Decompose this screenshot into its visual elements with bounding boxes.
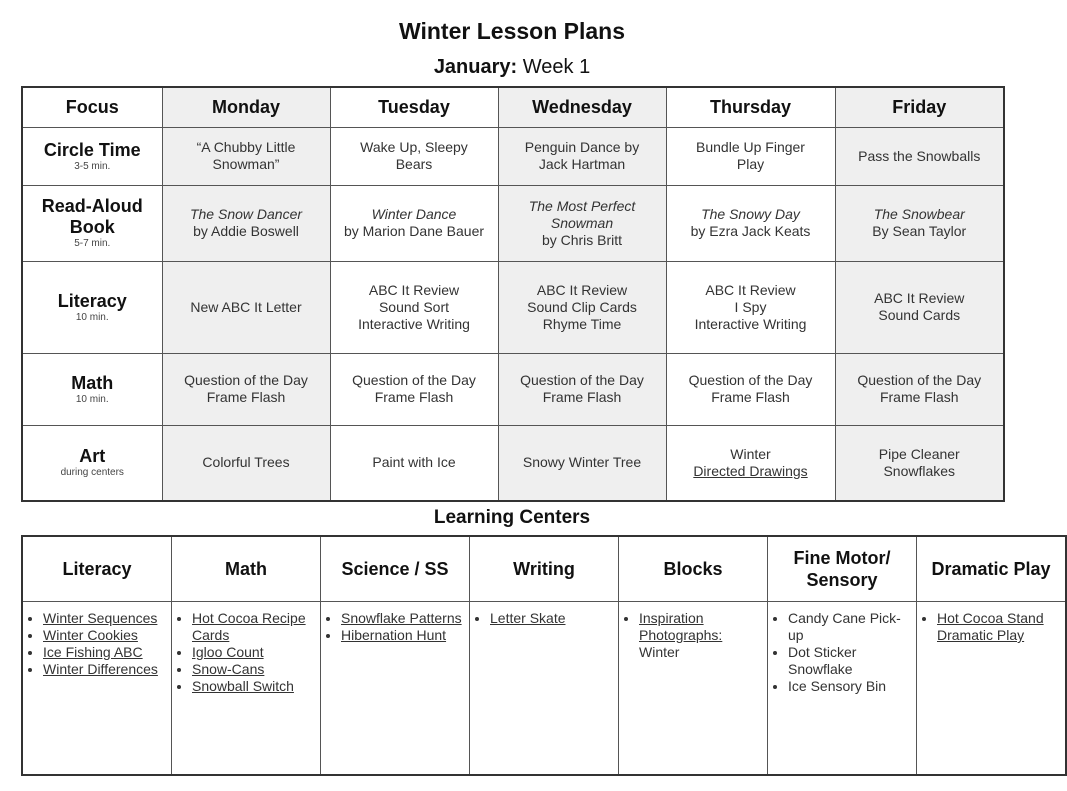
plan-cell-literacy-monday (162, 261, 330, 353)
cell-text-line: Frame Flash (879, 389, 959, 405)
cell-text-line: Penguin Dance by (524, 139, 640, 155)
cell-text-line: Pipe Cleaner (878, 445, 960, 462)
focus-cell (22, 261, 162, 353)
plan-cell-circle-time-tuesday (330, 127, 498, 185)
list-item (192, 644, 314, 661)
list-item (43, 661, 165, 678)
center-cell-literacy (22, 602, 172, 776)
cell-text-line: ABC It Review (705, 281, 796, 298)
plan-cell-circle-time-thursday (666, 127, 835, 185)
cell-text-line: by Chris Britt (541, 231, 623, 248)
centers-header-row (22, 536, 1066, 602)
focus-name: Math (71, 372, 114, 393)
directed-drawings-link[interactable]: Directed Drawings (693, 462, 808, 479)
plan-cell-read-aloud-book-tuesday (330, 185, 498, 261)
plan-cell-math-friday (835, 353, 1004, 425)
list-item (341, 610, 463, 627)
centers-items-row (22, 602, 1066, 776)
center-text-after: Winter (639, 644, 680, 660)
plan-cell-read-aloud-book-thursday (666, 185, 835, 261)
book-title-line: The Most Perfect (528, 197, 636, 214)
cell-text-line: New ABC It Letter (190, 298, 302, 315)
plan-cell-math-monday (162, 353, 330, 425)
plan-row-math (22, 353, 1004, 425)
day-header-wednesday: Wednesday (498, 87, 666, 127)
center-header-writing: Writing (470, 536, 619, 602)
focus-cell (22, 425, 162, 501)
day-header-monday: Monday (162, 87, 330, 127)
book-title-line: The Snowbear (873, 206, 965, 222)
cell-text-line: Snowy Winter Tree (522, 454, 642, 471)
plan-cell-read-aloud-book-monday (162, 185, 330, 261)
cell-text-line: by Addie Boswell (193, 223, 299, 239)
cell-text-line: Sound Sort (378, 298, 450, 315)
plan-cell-art-tuesday (330, 425, 498, 501)
cell-text-line: I Spy (734, 298, 767, 315)
center-header-literacy: Literacy (22, 536, 172, 602)
center-cell-math (172, 602, 321, 776)
cell-text-line: Sound Cards (878, 307, 961, 323)
cell-text-line: by Ezra Jack Keats (690, 223, 811, 239)
page-title: Winter Lesson Plans (398, 18, 625, 44)
plan-cell-literacy-friday (835, 261, 1004, 353)
center-list (29, 610, 165, 678)
plan-cell-art-wednesday (498, 425, 666, 501)
plan-cell-circle-time-monday (162, 127, 330, 185)
cell-text-line: Question of the Day (184, 372, 308, 388)
center-cell-fine-motor-sensory (768, 602, 917, 776)
focus-cell (22, 185, 162, 261)
plan-cell-circle-time-friday (835, 127, 1004, 185)
center-cell-blocks (619, 602, 768, 776)
focus-cell (22, 127, 162, 185)
plan-header-row (22, 87, 1004, 127)
center-header-math: Math (172, 536, 321, 602)
cell-text-line: Frame Flash (542, 389, 622, 405)
focus-cell (22, 353, 162, 425)
cell-text-line: Question of the Day (688, 372, 813, 388)
center-link-snowball-switch[interactable]: Snowball Switch (192, 678, 294, 694)
cell-text-line: Pass the Snowballs (858, 147, 981, 164)
cell-text-line: Frame Flash (711, 389, 790, 405)
center-cell-dramatic-play (917, 602, 1067, 776)
plan-row-literacy (22, 261, 1004, 353)
plan-cell-read-aloud-book-friday (835, 185, 1004, 261)
cell-text-line: Frame Flash (374, 389, 454, 405)
center-text: Ice Sensory Bin (788, 678, 887, 694)
center-cell-writing (470, 602, 619, 776)
center-link-snow-cans[interactable]: Snow-Cans (192, 661, 265, 677)
center-list (178, 610, 314, 695)
learning-centers-table (21, 535, 1067, 776)
cell-text-line: by Marion Dane Bauer (343, 223, 485, 239)
focus-name: Literacy (57, 290, 127, 311)
cell-text-line: Winter (730, 445, 771, 462)
focus-time: 10 min. (75, 393, 109, 405)
cell-text-line: Wake Up, Sleepy (360, 139, 468, 155)
cell-text-line: Paint with Ice (372, 454, 456, 471)
center-link-hot-cocoa-recipe-cards[interactable]: Hot Cocoa Recipe Cards (192, 610, 306, 643)
day-header-friday: Friday (835, 87, 1004, 127)
subtitle-week: Week 1 (517, 56, 591, 78)
focus-time: 5-7 min. (74, 238, 111, 249)
plan-row-read-aloud-book (22, 185, 1004, 261)
list-item (937, 610, 1059, 644)
center-list (476, 610, 612, 627)
plan-row-art (22, 425, 1004, 501)
center-link-igloo-count[interactable]: Igloo Count (192, 644, 264, 660)
cell-text-line: Interactive Writing (694, 315, 807, 332)
list-item (788, 678, 910, 695)
center-list (327, 610, 463, 644)
plan-cell-literacy-wednesday (498, 261, 666, 353)
list-item (192, 661, 314, 678)
plan-cell-literacy-tuesday (330, 261, 498, 353)
book-title-line: The Snow Dancer (189, 206, 303, 222)
focus-name: Circle Time (43, 139, 141, 160)
cell-text-line: By Sean Taylor (872, 223, 967, 239)
center-list (923, 610, 1059, 644)
cell-text-line: Question of the Day (352, 372, 476, 388)
cell-text-line: Interactive Writing (358, 315, 470, 332)
center-link-hibernation-hunt[interactable]: Hibernation Hunt (341, 627, 447, 643)
list-item (788, 644, 910, 678)
center-list (625, 610, 761, 661)
cell-text-line: Rhyme Time (542, 315, 622, 332)
plan-row-circle-time (22, 127, 1004, 185)
focus-name: Read-Aloud Book (41, 196, 143, 237)
cell-text-line: Bundle Up Finger (696, 139, 805, 155)
center-header-science-ss: Science / SS (321, 536, 470, 602)
plan-cell-read-aloud-book-wednesday (498, 185, 666, 261)
list-item (192, 678, 314, 695)
cell-text-line: Snowflakes (883, 462, 956, 479)
plan-cell-art-monday (162, 425, 330, 501)
plan-cell-literacy-thursday (666, 261, 835, 353)
center-list (774, 610, 910, 695)
focus-header: Focus (22, 87, 162, 127)
cell-text-line: Question of the Day (857, 372, 982, 388)
plan-cell-art-friday (835, 425, 1004, 501)
cell-text-line: Snowman” (212, 156, 280, 172)
lesson-plan-table (21, 86, 1005, 502)
cell-text-line: Sound Clip Cards (527, 298, 637, 315)
list-item (341, 627, 463, 644)
plan-cell-circle-time-wednesday (498, 127, 666, 185)
subtitle-month: January: (433, 56, 518, 78)
focus-time: 10 min. (75, 311, 109, 323)
learning-centers-title: Learning Centers (433, 507, 591, 528)
day-header-tuesday: Tuesday (330, 87, 498, 127)
list-item (490, 610, 612, 627)
focus-time: 3-5 min. (74, 160, 111, 172)
cell-text-line: Colorful Trees (202, 454, 290, 471)
center-header-blocks: Blocks (619, 536, 768, 602)
cell-text-line: “A Chubby Little (196, 139, 296, 155)
list-item (43, 644, 165, 661)
list-item (639, 610, 761, 661)
day-header-thursday: Thursday (666, 87, 835, 127)
center-link-hot-cocoa-stand-dramatic-play[interactable]: Hot Cocoa Stand Dramatic Play (937, 610, 1044, 643)
center-link-inspiration-photographs[interactable]: Inspiration Photographs: (639, 610, 723, 643)
book-title-line: The Snowy Day (701, 206, 800, 222)
center-cell-science-ss (321, 602, 470, 776)
center-header-dramatic-play: Dramatic Play (917, 536, 1067, 602)
list-item (788, 610, 910, 644)
center-text: Candy Cane Pick-up (788, 610, 901, 643)
center-link-winter-differences[interactable]: Winter Differences (43, 661, 158, 677)
plan-cell-math-tuesday (330, 353, 498, 425)
cell-text-line: ABC It Review (874, 290, 965, 306)
cell-text-line: ABC It Review (536, 281, 628, 298)
list-item (192, 610, 314, 644)
center-link-winter-cookies[interactable]: Winter Cookies (43, 627, 138, 643)
book-title-line: Winter Dance (371, 206, 457, 222)
cell-text-line: ABC It Review (368, 281, 460, 298)
plan-cell-art-thursday (666, 425, 835, 501)
list-item (43, 627, 165, 644)
center-link-snowflake-patterns[interactable]: Snowflake Patterns (341, 610, 462, 626)
cell-text-line: Question of the Day (520, 372, 644, 388)
focus-name: Art (79, 446, 106, 467)
list-item (43, 610, 165, 627)
plan-cell-math-wednesday (498, 353, 666, 425)
cell-text-line: Bears (395, 156, 433, 172)
plan-cell-math-thursday (666, 353, 835, 425)
focus-time: during centers (60, 467, 124, 479)
center-link-ice-fishing-abc[interactable]: Ice Fishing ABC (43, 644, 143, 660)
page-subtitle (0, 56, 1024, 79)
cell-text-line: Frame Flash (206, 389, 286, 405)
center-link-winter-sequences[interactable]: Winter Sequences (43, 610, 158, 626)
cell-text-line: Jack Hartman (538, 156, 626, 172)
center-header-fine-motor-sensory: Fine Motor/ Sensory (768, 536, 917, 602)
book-title-line: Snowman (550, 214, 614, 231)
center-text: Dot Sticker Snowflake (788, 644, 857, 677)
center-link-letter-skate[interactable]: Letter Skate (490, 610, 566, 626)
cell-text-line: Play (736, 156, 765, 172)
